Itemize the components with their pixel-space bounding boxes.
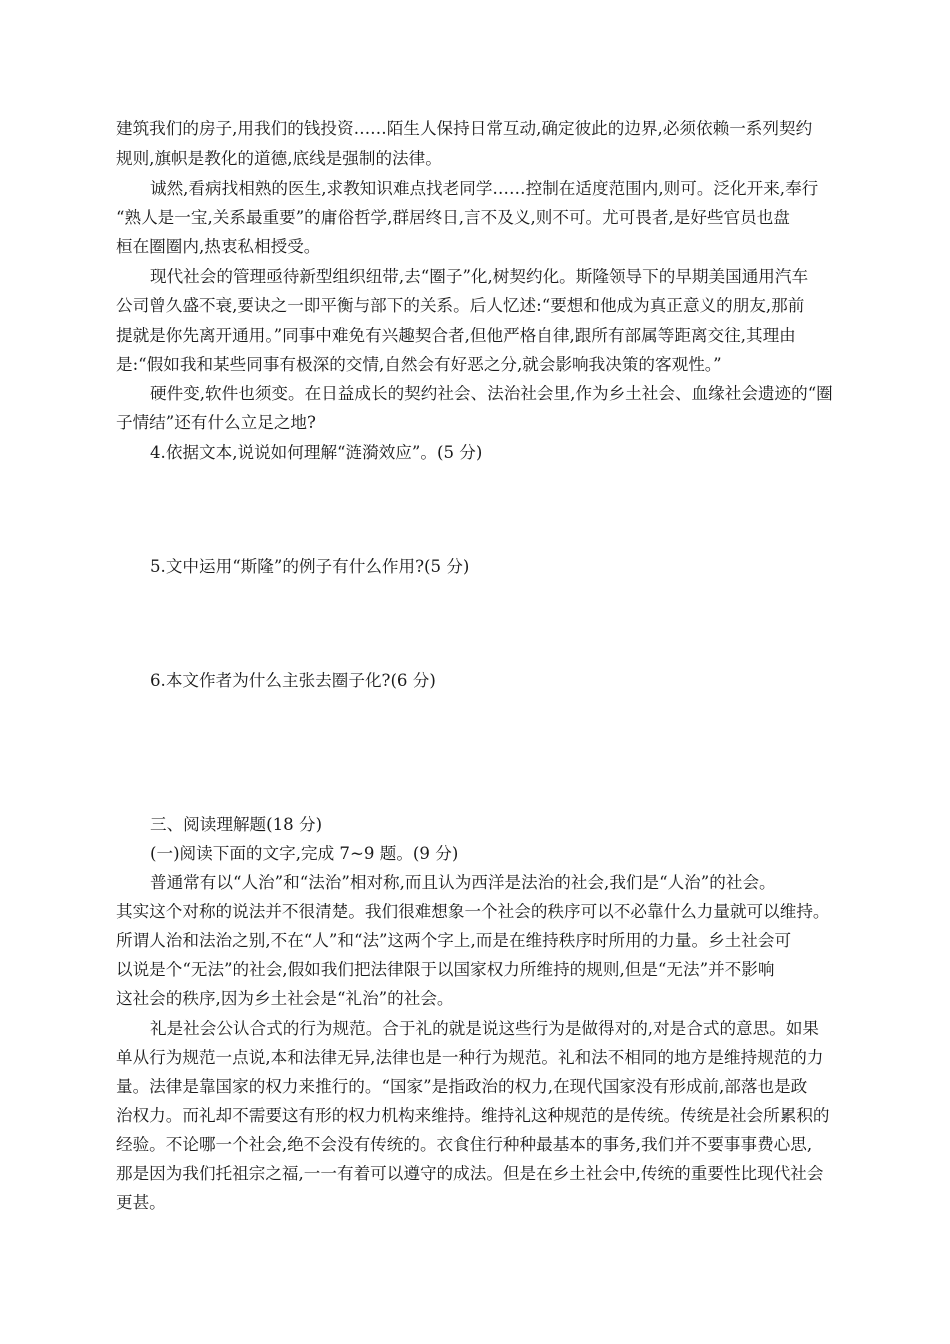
question-6: 6.本文作者为什么主张去圈子化?(6 分) bbox=[150, 671, 436, 690]
passage-line: 所谓人治和法治之别,不在“人”和“法”这两个字上,而是在维持秩序时所用的力量。乡土社会可 bbox=[116, 931, 792, 950]
passage-line: 量。法律是靠国家的权力来推行的。“国家”是指政治的权力,在现代国家没有形成前,部落也是政 bbox=[116, 1077, 808, 1096]
passage-line: 建筑我们的房子,用我们的钱投资……陌生人保持日常互动,确定彼此的边界,必须依赖一系列契约 bbox=[116, 119, 813, 138]
passage-line: 经验。不论哪一个社会,绝不会没有传统的。衣食住行种种最基本的事务,我们并不要事事费心思, bbox=[116, 1135, 813, 1154]
passage-line: 更甚。 bbox=[116, 1193, 166, 1212]
passage-line: 那是因为我们托祖宗之福,一一有着可以遵守的成法。但是在乡土社会中,传统的重要性比现代社会 bbox=[116, 1164, 824, 1183]
section-heading: 三、阅读理解题(18 分) bbox=[150, 815, 323, 834]
passage-line: 这社会的秩序,因为乡土社会是“礼治”的社会。 bbox=[116, 989, 454, 1008]
passage-line: 桓在圈圈内,热衷私相授受。 bbox=[116, 237, 321, 256]
passage-line: 单从行为规范一点说,本和法律无异,法律也是一种行为规范。礼和法不相同的地方是维持规范的力 bbox=[116, 1048, 824, 1067]
question-5: 5.文中运用“斯隆”的例子有什么作用?(5 分) bbox=[150, 557, 470, 576]
passage-line: 其实这个对称的说法并不很清楚。我们很难想象一个社会的秩序可以不必靠什么力量就可以维持。 bbox=[116, 902, 830, 921]
section-subheading: (一)阅读下面的文字,完成 7~9 题。(9 分) bbox=[150, 844, 459, 863]
passage-line: 子情结”还有什么立足之地? bbox=[116, 413, 316, 432]
passage-line: 硬件变,软件也须变。在日益成长的契约社会、法治社会里,作为乡土社会、血缘社会遗迹的“圈 bbox=[150, 384, 833, 403]
passage-line: “熟人是一宝,关系最重要”的庸俗哲学,群居终日,言不及义,则不可。尤可畏者,是好些官员也盘 bbox=[116, 208, 790, 227]
passage-line: 礼是社会公认合式的行为规范。合于礼的就是说这些行为是做得对的,对是合式的意思。如果 bbox=[150, 1019, 820, 1038]
passage-line: 现代社会的管理亟待新型组织纽带,去“圈子”化,树契约化。斯隆领导下的早期美国通用汽车 bbox=[150, 267, 809, 286]
passage-line: 以说是个“无法”的社会,假如我们把法律限于以国家权力所维持的规则,但是“无法”并不影响 bbox=[116, 960, 775, 979]
passage-line: 诚然,看病找相熟的医生,求教知识难点找老同学……控制在适度范围内,则可。泛化开来,奉行 bbox=[150, 179, 819, 198]
question-4: 4.依据文本,说说如何理解“涟漪效应”。(5 分) bbox=[150, 443, 483, 462]
passage-line: 是:“假如我和某些同事有极深的交情,自然会有好恶之分,就会影响我决策的客观性。” bbox=[116, 355, 722, 374]
passage-line: 规则,旗帜是教化的道德,底线是强制的法律。 bbox=[116, 149, 442, 168]
passage-line: 公司曾久盛不衰,要诀之一即平衡与部下的关系。后人忆述:“要想和他成为真正意义的朋友,那前 bbox=[116, 296, 805, 315]
passage-line: 治权力。而礼却不需要这有形的权力机构来维持。维持礼这种规范的是传统。传统是社会所累积的 bbox=[116, 1106, 830, 1125]
passage-line: 普通常有以“人治”和“法治”相对称,而且认为西洋是法治的社会,我们是“人治”的社会。 bbox=[150, 873, 776, 892]
passage-line: 提就是你先离开通用。”同事中难免有兴趣契合者,但他严格自律,跟所有部属等距离交往,其理由 bbox=[116, 326, 796, 345]
